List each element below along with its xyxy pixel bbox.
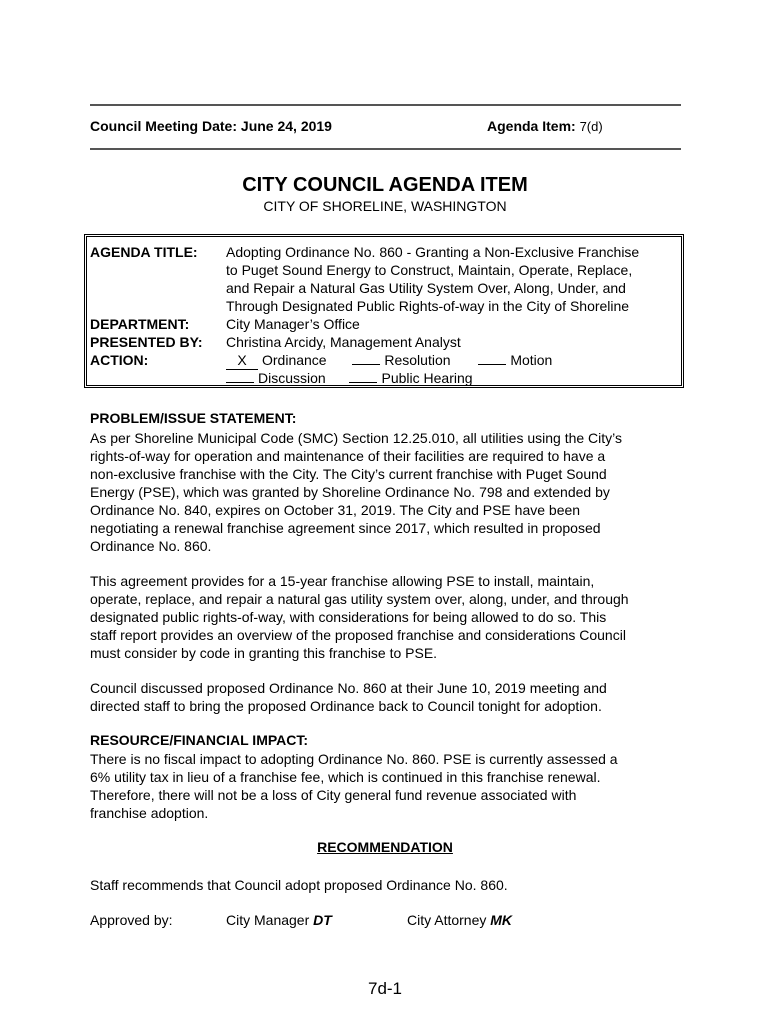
text-line: franchise adoption. [90,805,209,821]
text-line: directed staff to bring the proposed Ordinance back to Council tonight for adoption. [90,698,602,714]
text-line: 6% utility tax in lieu of a franchise fee, which is continued in this franchise renewal. [90,769,601,785]
city-attorney-label: City Attorney [407,912,487,928]
agenda-title-line: Through Designated Public Rights-of-way in the City of Shoreline [226,298,630,314]
agenda-title-label: AGENDA TITLE: [90,244,198,260]
action-ordinance: Ordinance [262,352,327,368]
text-line: Ordinance No. 840, expires on October 31, 2019. The City and PSE have been [90,502,581,518]
resource-heading: RESOURCE/FINANCIAL IMPACT: [90,732,309,748]
text-line: operate, replace, and repair a natural gas utility system over, along, under, and through [90,591,629,607]
city-manager-initials: DT [313,912,332,928]
action-discussion: Discussion [258,370,326,386]
recommendation-heading: RECOMMENDATION [317,839,453,855]
text-line: Ordinance No. 860. [90,538,212,554]
text-line: must consider by code in granting this franchise to PSE. [90,645,438,661]
agenda-title-line: Adopting Ordinance No. 860 - Granting a Non-Exclusive Franchise [226,244,640,260]
ordinance-checkmark: X [226,351,258,370]
action-motion: Motion [510,352,553,368]
agenda-title-text [226,243,681,315]
agenda-title-line: and Repair a Natural Gas Utility System Over, Along, Under, and [226,280,626,296]
agenda-title-line: to Puget Sound Energy to Construct, Maintain, Operate, Replace, [226,262,633,278]
text-line: As per Shoreline Municipal Code (SMC) Section 12.25.010, all utilities using the City’s [90,430,623,446]
text-line: Council discussed proposed Ordinance No. 860 at their June 10, 2019 meeting and [90,680,607,696]
department-label: DEPARTMENT: [90,316,190,332]
resource-paragraph [90,750,690,822]
problem-paragraph-3 [90,679,690,715]
city-attorney-initials: MK [490,912,513,928]
agenda-item-value: 7(d) [579,119,603,134]
resolution-blank [352,364,380,365]
text-line: designated public rights-of-way, with considerations for being allowed to do so. This [90,609,607,625]
meeting-date-value: June 24, 2019 [240,118,332,134]
approved-by-label: Approved by: [90,912,173,928]
document-title: CITY COUNCIL AGENDA ITEM [242,174,528,196]
text-line: staff report provides an overview of the proposed franchise and considerations Council [90,627,626,643]
problem-paragraph-2 [90,572,690,662]
meeting-date-label: Council Meeting Date: [90,118,238,134]
problem-paragraph-1 [90,429,690,555]
presented-by-value: Christina Arcidy, Management Analyst [226,334,461,350]
text-line: Energy (PSE), which was granted by Shoreline Ordinance No. 798 and extended by [90,484,610,500]
presented-by-label: PRESENTED BY: [90,334,203,350]
city-manager-approval [226,911,332,929]
action-options-row-1 [226,351,681,370]
city-attorney-approval [407,911,512,929]
text-line: There is no fiscal impact to adopting Ordinance No. 860. PSE is currently assessed a [90,751,618,767]
motion-blank [478,364,506,365]
department-value: City Manager’s Office [226,316,360,332]
text-line: rights-of-way for operation and maintenance of their facilities are required to have a [90,448,606,464]
action-options-row-2 [226,369,681,387]
text-line: non-exclusive franchise with the City. The City’s current franchise with Puget Sound [90,466,607,482]
city-manager-label: City Manager [226,912,310,928]
top-rule [90,104,681,106]
page-number: 7d-1 [367,979,403,998]
meeting-date [90,118,332,134]
action-resolution: Resolution [384,352,451,368]
agenda-item-label: Agenda Item: [487,118,576,134]
text-line: negotiating a renewal franchise agreement since 2017, which resulted in proposed [90,520,601,536]
text-line: Therefore, there will not be a loss of City general fund revenue associated with [90,787,577,803]
discussion-blank [226,382,254,383]
problem-heading: PROBLEM/ISSUE STATEMENT: [90,410,297,426]
action-label: ACTION: [90,352,149,368]
document-subtitle: CITY OF SHORELINE, WASHINGTON [263,198,507,214]
text-line: This agreement provides for a 15-year franchise allowing PSE to install, maintain, [90,573,595,589]
action-public-hearing: Public Hearing [381,370,473,386]
agenda-item [487,118,603,134]
public-hearing-blank [349,382,377,383]
header-bottom-rule [90,148,681,150]
recommendation-text: Staff recommends that Council adopt proposed Ordinance No. 860. [90,877,508,893]
